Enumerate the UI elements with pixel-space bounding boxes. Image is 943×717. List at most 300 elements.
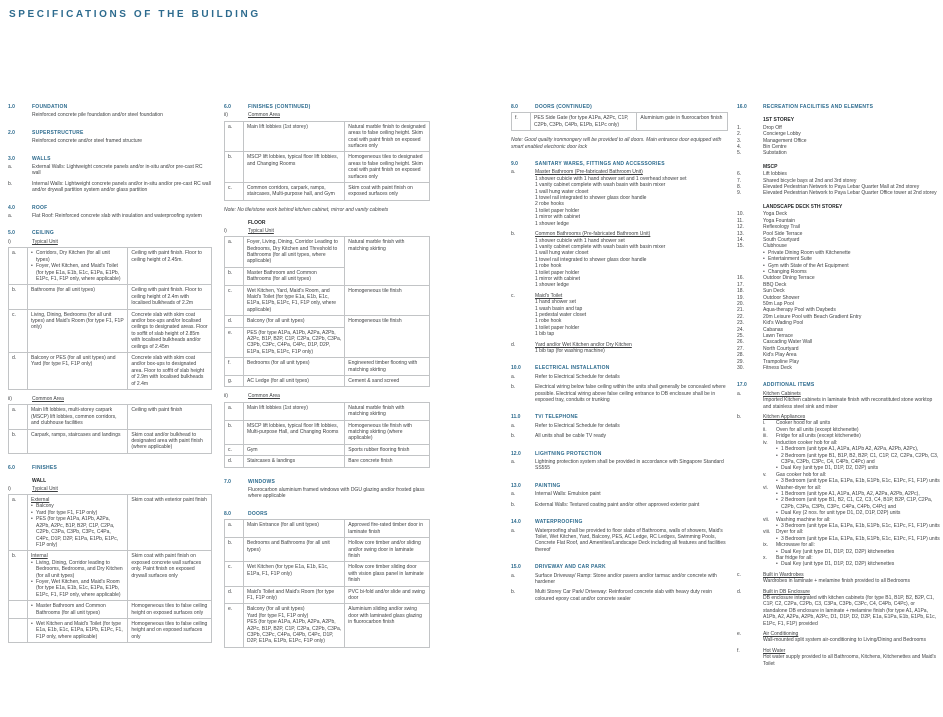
spec-item: [8, 164, 212, 177]
section-number: 1.0: [8, 104, 15, 110]
line-text: 1 toilet paper holder: [535, 207, 580, 214]
line-text: Corridors, Dry Kitchen (for all unit types): [36, 250, 110, 263]
sub-item-key: i.: [763, 420, 766, 427]
row-finish: Engineered timber flooring with matching skirting: [345, 358, 430, 376]
line-text: South Courtyard: [763, 236, 800, 243]
bullet-line: [31, 250, 124, 263]
bullet-icon: •: [763, 256, 765, 263]
item-key: 25.: [737, 333, 744, 339]
spec-item: [511, 491, 728, 497]
line-text: Surface Driveway/ Ramp: Stone and/or pavers and/or tarmac and/or concrete with hardener: [535, 572, 717, 585]
table-row: [225, 285, 430, 316]
section-title: WATERPROOFING: [535, 519, 583, 526]
item-key: 11.: [737, 217, 744, 224]
row-key: g.: [225, 376, 244, 387]
row-location: [244, 444, 345, 455]
line-text: 1 Bedroom (unit type A1, A1Pa, A1Pb, A2, A2Pa, A2Pb, A2Pc),: [781, 490, 920, 497]
table-row: [225, 456, 430, 467]
spec-item: [511, 374, 728, 380]
item-content: [763, 391, 940, 410]
spec-item: [737, 150, 940, 156]
row-key: [9, 601, 28, 619]
row-finish: Homogeneous tiles to designated areas to false ceiling height. Skim coat with paint finish on exposed surfaces only: [345, 152, 430, 183]
line-text: Yard (for type F1, F1P only): [247, 612, 309, 619]
row-location: [244, 327, 345, 358]
sub-item-key: ii.: [763, 426, 767, 433]
row-finish: Aluminium gate in fluorocarbon finish: [637, 113, 728, 131]
row-location: [28, 405, 128, 429]
section-number: 9.0: [511, 161, 518, 168]
row-finish: Homogeneous tile finish: [345, 316, 430, 358]
row-location: [244, 456, 345, 467]
line-text: Main lift lobbies (1st storey): [247, 123, 308, 130]
bullet-icon: •: [31, 509, 33, 516]
section-heading: [511, 483, 728, 489]
item-title: Maid's Toilet: [535, 292, 563, 299]
line-text: Microwave for all:: [776, 542, 815, 549]
item-key: b.: [737, 414, 742, 421]
item-key: b.: [511, 433, 516, 440]
line-text: Substation: [763, 150, 787, 157]
row-location: [244, 538, 345, 562]
line-text: Trampoline Play: [763, 358, 799, 365]
row-key: d.: [225, 456, 244, 467]
item-content: [535, 293, 728, 338]
sub-section-title: Typical Unit: [32, 238, 58, 245]
item-title: Built in DB Enclosure: [763, 588, 810, 595]
spec-item: [511, 231, 728, 289]
line-text: 2 Bedroom (unit type B1, B1P, B2, B2P, C1, C1P, C2, C2Pa, C2Pb, C3, C3Pa, C3Pb, C3Pc, C4, C4Pb, C4Pc) and: [781, 452, 939, 465]
line-text: 1 wash basin and tap: [535, 305, 583, 312]
row-finish: Hollow core timber sliding door with vision glass panel in laminate finish: [345, 562, 430, 586]
line-text: DB enclosure integrated with kitchen cabinets (for type B1, B1P, B2, B2P, C1, C1P, C2, C2Pa, C2Pb, C3, C3Pa, C3Pb, C3Pc, C4, C4Pb, C4Pc), or standalone DB enclosure in laminate + melamine finish (for type A1, A1Pa, A1Pb, A2, A2Pa, A2Pb, A2Pc, D1, D1P, D2, D2P, E1a, E1Pa, E1b, E1Pb, E1c, E1Pc, F1, F1P) provided: [763, 595, 936, 627]
row-finish: PVC bi-fold and/or slide and swing door: [345, 586, 430, 604]
section-heading: [511, 161, 728, 167]
line-text: AC Ledge (for all unit types): [247, 378, 309, 384]
section-heading: [511, 564, 728, 570]
row-key: a.: [9, 495, 28, 551]
line-text: Outdoor Shower: [763, 294, 800, 301]
table-row: [225, 444, 430, 455]
section-title: WINDOWS: [248, 478, 276, 485]
item-title: Master Bathroom (Pre-fabricated Bathroom Unit): [535, 169, 643, 176]
item-content: [535, 231, 728, 289]
spec-item: [737, 391, 940, 410]
row-location: [244, 586, 345, 604]
section-title: SANITARY WARES, FITTINGS AND ACCESSORIES: [535, 161, 665, 168]
spec-table: [8, 404, 212, 453]
line-text: Balcony or PES (for all unit types) and Yard (for type F1, F1P only): [31, 354, 116, 368]
line-text: Pool Side Terrace: [763, 230, 803, 237]
section-number: 10.0: [511, 365, 521, 372]
bullet-line: [31, 263, 124, 282]
line-text: Shared bicycle bays at 2nd and 3rd storey: [763, 177, 857, 184]
row-location: [244, 376, 345, 387]
table-row: [512, 113, 728, 131]
row-finish: Concrete slab with skim coat and/or box-ups to designated area. Floor to soffit of slab height of 2.9m with localised bulkheads of 2.4m: [128, 352, 212, 389]
row-location: [244, 604, 345, 647]
sub-item-key: ix.: [763, 542, 768, 549]
item-content: [763, 631, 940, 644]
spec-item: [737, 414, 940, 568]
row-key: b.: [9, 429, 28, 453]
table-row: [225, 152, 430, 183]
line-text: Waterproofing shall be provided to floor slabs of Bathrooms, walls of showers, Maid's Toilet, Wet Kitchen, Yard, Balcony, PES, AC Ledge, RC Ledges, Swimming Pools, Concrete Flat Roof, and Amenities/Landscape Deck including all features and facilities thereof: [535, 527, 726, 553]
line-text: Flat Roof: Reinforced concrete slab with insulation and waterproofing system: [32, 213, 202, 220]
item-key: 14.: [737, 236, 744, 243]
sub-item: [763, 529, 940, 542]
item-key: 21.: [737, 307, 744, 314]
line-text: 1 toilet paper holder: [535, 269, 580, 276]
row-location: [244, 285, 345, 316]
line-text: Reinforced concrete pile foundation and/or steel foundation: [32, 112, 163, 119]
row-location: [28, 495, 128, 551]
bullet-icon: •: [776, 497, 778, 504]
line-text: 1 wall hung water closet: [535, 250, 589, 257]
row-location: [244, 152, 345, 183]
row-finish: Ceiling with paint finish. Floor to ceiling height of 2.45m.: [128, 248, 212, 285]
bullet-line: [776, 497, 940, 510]
sub-section-key: ii): [224, 112, 228, 119]
item-key: c.: [511, 292, 515, 299]
line-text: Living, Dining, Corridor leading to Bedrooms, Bedrooms, and Dry Kitchen (for all unit types): [36, 559, 123, 579]
line-text: Yoga Deck: [763, 211, 787, 218]
item-key: 28.: [737, 352, 744, 359]
spec-item: [737, 243, 940, 275]
subheading-title: FLOOR: [248, 220, 266, 227]
item-key: f.: [737, 647, 740, 654]
section-heading: [8, 205, 212, 211]
line-text: Changing Rooms: [768, 268, 807, 275]
line-text: Bedrooms (for all unit types): [247, 360, 310, 367]
line-text: 1 vanity cabinet complete with wash basin with basin mixer: [535, 182, 666, 189]
line-text: Dual Key (unit type D1, D1P, D2, D2P) kitchenettes: [781, 561, 895, 568]
row-key: c.: [225, 562, 244, 586]
row-finish: Homogeneous tiles to false ceiling height and on exposed surfaces only: [128, 618, 212, 642]
line-text: 1 bib tap: [535, 331, 555, 338]
section-heading: [511, 451, 728, 457]
bullet-line: [31, 579, 124, 598]
line-text: Imported Kitchen cabinets in laminate finish with reconstituted stone worktop and stainless steel sink and mixer: [763, 397, 933, 410]
line-text: Main lift lobbies (1st storey): [247, 404, 308, 411]
line-text: PES (for type A1Pa, A1Pb, A2Pa, A2Pb, A2Pc, B1P, B2P, C1P, C2Pa, C2Pb, C3Pa, C3Pb, C3Pc, C4Pa, C4Pc, D1P, D2P, E1Pa, E1Pb, E1Pc, F1P only): [247, 329, 342, 355]
sub-section: [8, 396, 212, 402]
item-content: [248, 487, 430, 500]
spec-item: [8, 181, 212, 194]
table-row: [9, 429, 212, 453]
table-row: [9, 309, 212, 352]
item-key: 15.: [737, 243, 744, 250]
line-text: 1 shower cubicle with 1 hand shower set: [535, 237, 625, 244]
line-text: PES (for type A1Pa, A1Pb, A2Pa, A2Pb, A2Pc, B1P, B2P, C1P, C2Pa, C2Pb, C3Pa, C3Pb, C3Pc, C4Pa, C4Pc, D1P, D2P, E1Pa, E1Pb, E1Pc, F1P only): [36, 516, 119, 548]
row-location: [244, 520, 345, 538]
line-text: Fluorocarbon aluminium framed windows with DGU glazing and/or frosted glass where applicable: [248, 487, 425, 500]
item-content: [535, 502, 728, 508]
line-text: MSCP lift lobbies, typical floor lift lobbies, and Changing Rooms: [247, 154, 339, 167]
line-text: 3 Bedroom (unit type E1a, E1Pa, E1b, E1Pb, E1c, E1Pc, F1, F1P) units: [781, 478, 940, 485]
row-key: d.: [9, 352, 28, 389]
row-finish: Homogeneous tile finish: [345, 285, 430, 316]
line-text: Lift lobbies: [763, 171, 787, 178]
item-content: [32, 112, 212, 118]
spec-item: [737, 648, 940, 667]
bullet-icon: •: [776, 548, 778, 555]
spec-item: [511, 573, 728, 586]
sub-section: [224, 393, 430, 399]
spec-table: [511, 112, 728, 131]
table-row: [9, 405, 212, 429]
line-text: 1 towel rail integrated to shower glass door handle: [535, 256, 647, 263]
row-key: e.: [225, 604, 244, 647]
row-location: [244, 183, 345, 201]
item-key: 22.: [737, 313, 744, 320]
line-text: Staircases & landings: [247, 458, 296, 465]
section-heading: [511, 414, 728, 420]
item-content: [763, 190, 940, 196]
bullet-icon: •: [31, 578, 33, 585]
line-text: Refer to Electrical Schedule for details: [535, 422, 620, 429]
item-content: [535, 459, 728, 472]
bullet-icon: •: [31, 620, 33, 627]
sub-item-key: v.: [763, 471, 767, 478]
spec-item: [511, 589, 728, 602]
section-title: PAINTING: [535, 482, 561, 489]
bullet-icon: •: [763, 249, 765, 256]
sub-item-content: [776, 485, 940, 517]
line-text: Wet Kitchen (for type E1a, E1b, E1c, E1Pa, F1, F1P only): [247, 564, 329, 577]
row-finish: Natural marble finish to designated areas to false ceiling height. Skim coat with paint finish on exposed surfaces only: [345, 121, 430, 152]
item-key: a.: [8, 213, 13, 220]
row-finish: Natural marble finish with matching skirting: [345, 402, 430, 420]
sub-item-key: iv.: [763, 439, 768, 446]
spec-column-4: [737, 104, 940, 671]
bullet-icon: •: [776, 465, 778, 472]
item-content: [32, 181, 212, 194]
item-content: [32, 138, 212, 144]
line-text: Balcony: [36, 503, 54, 510]
line-text: External Walls: Lightweight concrete panels and/or in-situ and/or pre-cast RC wall: [32, 164, 203, 177]
spec-item: [511, 169, 728, 227]
item-key: 2.: [737, 131, 742, 138]
line-text: Cascading Water Wall: [763, 339, 813, 346]
line-text: Kid's Play Area: [763, 352, 797, 359]
item-title: Common Bathrooms (Pre-fabricated Bathroom Unit): [535, 231, 651, 238]
section-number: 16.0: [737, 104, 747, 110]
sub-item-content: [776, 440, 940, 472]
bullet-icon: •: [31, 503, 33, 510]
item-key: 10.: [737, 211, 744, 218]
item-title: Built in Wardrobes: [763, 571, 804, 578]
bullet-icon: •: [776, 561, 778, 568]
row-key: d.: [225, 586, 244, 604]
spec-item: [737, 631, 940, 644]
line-text: 3 Bedroom (unit type E1a, E1Pa, E1b, E1Pb, E1c, E1Pc, F1, F1P) units: [781, 535, 940, 542]
bullet-line: [31, 516, 124, 548]
row-key: a.: [9, 405, 28, 429]
line-text: Reflexology Trail: [763, 224, 800, 231]
line-text: Hot water supply provided to all Bathrooms, Kitchens, Kitchenettes and Maid's Toilet: [763, 654, 936, 667]
item-key: a.: [511, 459, 516, 466]
sub-section-title: Common Area: [32, 396, 64, 402]
table-row: [225, 402, 430, 420]
bullet-icon: •: [31, 516, 33, 523]
line-text: 3 Bedroom (unit type E1a, E1Pa, E1b, E1Pb, E1c, E1Pc, F1, F1P) units: [781, 522, 940, 529]
line-text: All units shall be cable TV ready: [535, 433, 607, 440]
item-title: Air Conditioning: [763, 631, 799, 638]
sub-item-key: x.: [763, 555, 767, 561]
item-key: 17.: [737, 281, 744, 288]
line-text: Internal Walls: Lightweight concrete panels and/or in-situ and/or pre-cast RC wall and/or drywall partition system and/or glass partition: [32, 180, 211, 194]
item-key: b.: [511, 231, 516, 238]
spec-item: [737, 589, 940, 627]
line-text: Main lift lobbies, multi-storey carpark (MSCP) lift lobbies, common corridors, and clubhouse facilities: [31, 407, 117, 427]
section-heading: [224, 104, 430, 110]
section-title: DRIVEWAY AND CAR PARK: [535, 564, 606, 571]
item-title: Hot Water: [763, 647, 786, 654]
section-title: CEILING: [32, 230, 55, 237]
spec-column-2: [224, 104, 430, 654]
bullet-icon: •: [31, 263, 33, 270]
section-heading: [224, 479, 430, 485]
subheading: [224, 220, 430, 226]
spec-item: [511, 384, 728, 403]
sub-item-key: viii.: [763, 529, 771, 536]
row-location: [28, 352, 128, 389]
line-text: Clubhouse: [763, 243, 787, 250]
row-location: [244, 358, 345, 376]
subheading-title: 1ST STOREY: [763, 117, 795, 124]
line-text: BBQ Deck: [763, 281, 787, 288]
spec-item: [737, 365, 940, 371]
line-text: 1 bib tap (for washing machine): [535, 348, 605, 354]
row-finish: Approved fire-rated timber door in laminate finish: [345, 520, 430, 538]
line-text: Dual Key (unit type D1, D1P, D2, D2P) kitchenettes: [781, 548, 895, 555]
sub-section-title: Typical Unit: [32, 485, 58, 492]
line-text: North Courtyard: [763, 345, 799, 352]
line-text: Cabanas: [763, 326, 784, 333]
bullet-icon: •: [763, 268, 765, 275]
item-key: 12.: [737, 224, 744, 231]
line-text: 1 Bedroom (unit type A1, A1Pa, A1Pb A2, A2Pa, A2Pb, A2Pc),: [781, 446, 919, 453]
item-content: [763, 648, 940, 667]
section-number: 14.0: [511, 519, 521, 526]
line-text: 1 hand shower set: [535, 299, 576, 306]
note-text: Note: No tile/stone work behind kitchen cabinet, mirror and vanity cabinets: [224, 206, 389, 213]
line-text: 1 shower cubicle with 1 hand shower set and 1 overhead shower set: [535, 175, 687, 182]
spec-table: [224, 236, 430, 387]
sub-section: [224, 112, 430, 118]
row-finish: Homogeneous tile finish with matching skirting (where applicable): [345, 420, 430, 444]
item-key: a.: [511, 373, 516, 380]
item-key: 19.: [737, 294, 744, 301]
sub-section-key: i): [224, 227, 227, 234]
line-text: 1 shower ledge: [535, 282, 569, 289]
section-number: 5.0: [8, 230, 15, 237]
bullet-line: [31, 560, 124, 579]
line-text: Lawn Terrace: [763, 333, 793, 339]
section-title: ELECTRICAL INSTALLATION: [535, 365, 610, 372]
item-content: [763, 365, 940, 371]
line-text: Refer to Electrical Schedule for details: [535, 373, 620, 380]
item-key: 9.: [737, 190, 742, 197]
line-text: 20m Leisure Pool with Beach Gradient Entry: [763, 313, 862, 320]
spec-column-1: [8, 104, 212, 649]
line-text: Aqua-therapy Pool with Daybeds: [763, 307, 836, 314]
row-key: a.: [225, 520, 244, 538]
line-text: 1 toilet paper holder: [535, 324, 580, 331]
subheading-title: MSCP: [763, 163, 778, 170]
item-key: 23.: [737, 320, 744, 327]
row-location: [28, 309, 128, 352]
section-heading: [8, 230, 212, 236]
row-finish: Skim coat with paint finish on exposed concrete wall surfaces only. Paint finish on exposed drywall surfaces only: [128, 551, 212, 601]
row-location: [244, 562, 345, 586]
line-text: 50m Lap Pool: [763, 300, 794, 307]
item-content: [32, 164, 212, 177]
sub-section-key: i): [8, 485, 11, 492]
line-text: Gas cooker hob for all:: [776, 471, 827, 478]
table-row: [225, 376, 430, 387]
section-number: 3.0: [8, 155, 15, 162]
line-text: Balcony (for all unit types): [247, 606, 305, 613]
page-title: SPECIFICATIONS OF THE BUILDING: [9, 9, 261, 20]
line-text: Sun Deck: [763, 288, 785, 295]
bullet-line: [776, 561, 940, 567]
row-key: b.: [225, 267, 244, 285]
row-key: [9, 618, 28, 642]
line-text: Bin Centre: [763, 144, 787, 151]
row-location: [244, 237, 345, 268]
row-key: c.: [9, 309, 28, 352]
spec-column-3: [511, 104, 728, 606]
row-key: b.: [9, 551, 28, 601]
line-text: Master Bathroom and Common Bathrooms (for all unit types): [247, 269, 317, 283]
row-finish: Natural marble finish with matching skirting: [345, 237, 430, 285]
row-location: [28, 285, 128, 309]
sub-section-key: ii): [224, 393, 228, 400]
bullet-icon: •: [31, 250, 33, 257]
line-text: External Walls: Textured coating paint and/or other approved exterior paint: [535, 501, 700, 508]
section-title: FINISHES: [32, 464, 58, 471]
section-heading: [8, 104, 212, 110]
bullet-line: [31, 603, 124, 616]
spec-table: [224, 402, 430, 468]
bullet-icon: •: [31, 603, 33, 610]
row-key: a.: [225, 402, 244, 420]
row-location: [28, 551, 128, 601]
bullet-icon: •: [776, 478, 778, 485]
item-content: [535, 423, 728, 429]
line-text: Wet Kitchen, Yard, Maid's Room, and Maid's Toilet (for type E1a, E1b, E1c, E1Pa, E1Pb, E1Pc, F1, F1P only, where applicable): [247, 287, 337, 313]
sub-section-title: Common Area: [248, 393, 280, 400]
line-text: Multi Storey Car Park/ Driveway: Reinforced concrete slab with heavy duty resin coloured epoxy coat and/or concrete sealer: [535, 589, 713, 602]
line-text: Yoga Fountain: [763, 217, 796, 224]
section-title: SUPERSTRUCTURE: [32, 129, 84, 136]
sub-section: [224, 228, 430, 234]
line-text: Oven for all units (except kitchenette): [776, 426, 859, 433]
item-title: Kitchen Appliances: [763, 414, 806, 421]
item-key: 13.: [737, 230, 744, 237]
subheading: [737, 204, 940, 210]
spec-table: [8, 494, 212, 643]
sub-item: [763, 472, 940, 485]
row-finish: Hollow core timber and/or sliding and/or swing door in laminate finish: [345, 538, 430, 562]
row-key: f.: [225, 358, 244, 376]
row-location: [244, 121, 345, 152]
item-key: e.: [737, 631, 742, 638]
sub-item-content: [776, 542, 940, 555]
bullet-icon: •: [776, 490, 778, 497]
